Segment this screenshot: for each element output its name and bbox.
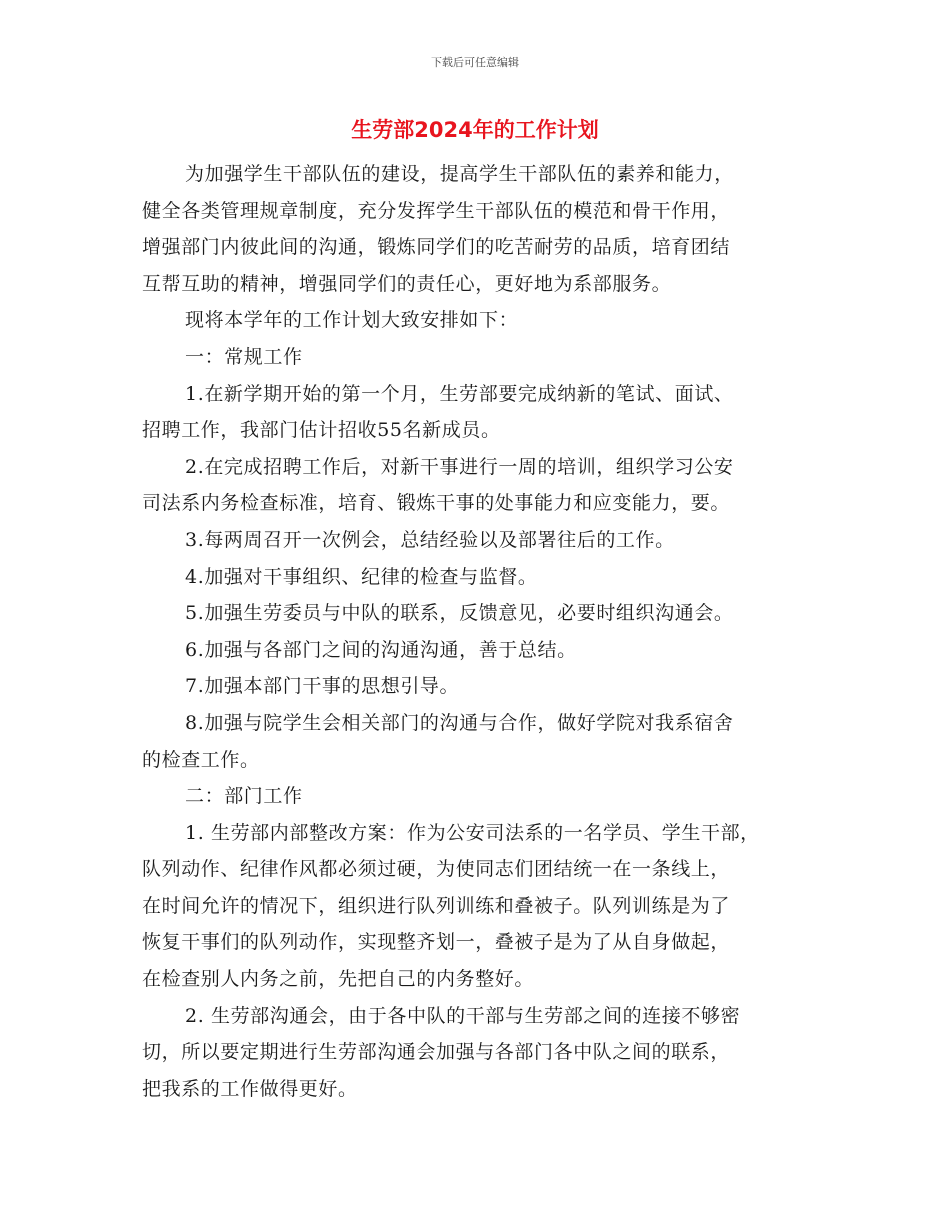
text-line: 7.加强本部门干事的思想引导。	[185, 675, 460, 698]
text-line: 在时间允许的情况下，组织进行队列训练和叠被子。队列训练是为了	[142, 894, 731, 917]
text-line: 6.加强与各部门之间的沟通沟通，善于总结。	[185, 638, 577, 661]
text-line: 8.加强与院学生会相关部门的沟通与合作，做好学院对我系宿舍	[185, 711, 734, 734]
text-line: 的检查工作。	[142, 748, 260, 771]
text-line: 把我系的工作做得更好。	[142, 1077, 358, 1100]
document-title: 生劳部2024年的工作计划	[351, 118, 599, 142]
text-line: 一：常规工作	[185, 345, 303, 368]
text-line: 招聘工作，我部门估计招收55名新成员。	[142, 419, 501, 442]
text-line: 4.加强对干事组织、纪律的检查与监督。	[185, 565, 538, 588]
text-line: 现将本学年的工作计划大致安排如下：	[185, 309, 519, 332]
text-line: 切，所以要定期进行生劳部沟通会加强与各部门各中队之间的联系，	[142, 1041, 731, 1064]
text-line: 在检查别人内务之前，先把自己的内务整好。	[142, 968, 535, 991]
text-line: 3.每两周召开一次例会，总结经验以及部署往后的工作。	[185, 528, 675, 551]
page-header-note: 下载后可任意编辑	[431, 56, 519, 69]
text-line: 1. 生劳部内部整改方案：作为公安司法系的一名学员、学生干部，	[185, 821, 760, 844]
text-line: 为加强学生干部队伍的建设，提高学生干部队伍的素养和能力，	[185, 163, 734, 185]
text-line: 互帮互助的精神，增强同学们的责任心，更好地为系部服务。	[142, 272, 672, 295]
text-line: 二：部门工作	[185, 785, 303, 808]
text-line: 5.加强生劳委员与中队的联系，反馈意见，必要时组织沟通会。	[185, 602, 734, 625]
text-line: 2.在完成招聘工作后，对新干事进行一周的培训，组织学习公安	[185, 455, 734, 478]
text-line: 健全各类管理规章制度，充分发挥学生干部队伍的模范和骨干作用，	[142, 199, 731, 222]
text-line: 司法系内务检查标准，培育、锻炼干事的处事能力和应变能力，要。	[142, 492, 731, 515]
text-line: 1.在新学期开始的第一个月，生劳部要完成纳新的笔试、面试、	[185, 382, 734, 405]
text-line: 2. 生劳部沟通会，由于各中队的干部与生劳部之间的连接不够密	[185, 1004, 741, 1027]
document-body	[142, 156, 822, 1107]
text-line: 增强部门内彼此间的沟通，锻炼同学们的吃苦耐劳的品质，培育团结	[142, 236, 731, 259]
text-line: 恢复干事们的队列动作，实现整齐划一，叠被子是为了从自身做起，	[142, 931, 731, 954]
text-line: 队列动作、纪律作风都必须过硬，为使同志们团结统一在一条线上，	[142, 858, 731, 881]
